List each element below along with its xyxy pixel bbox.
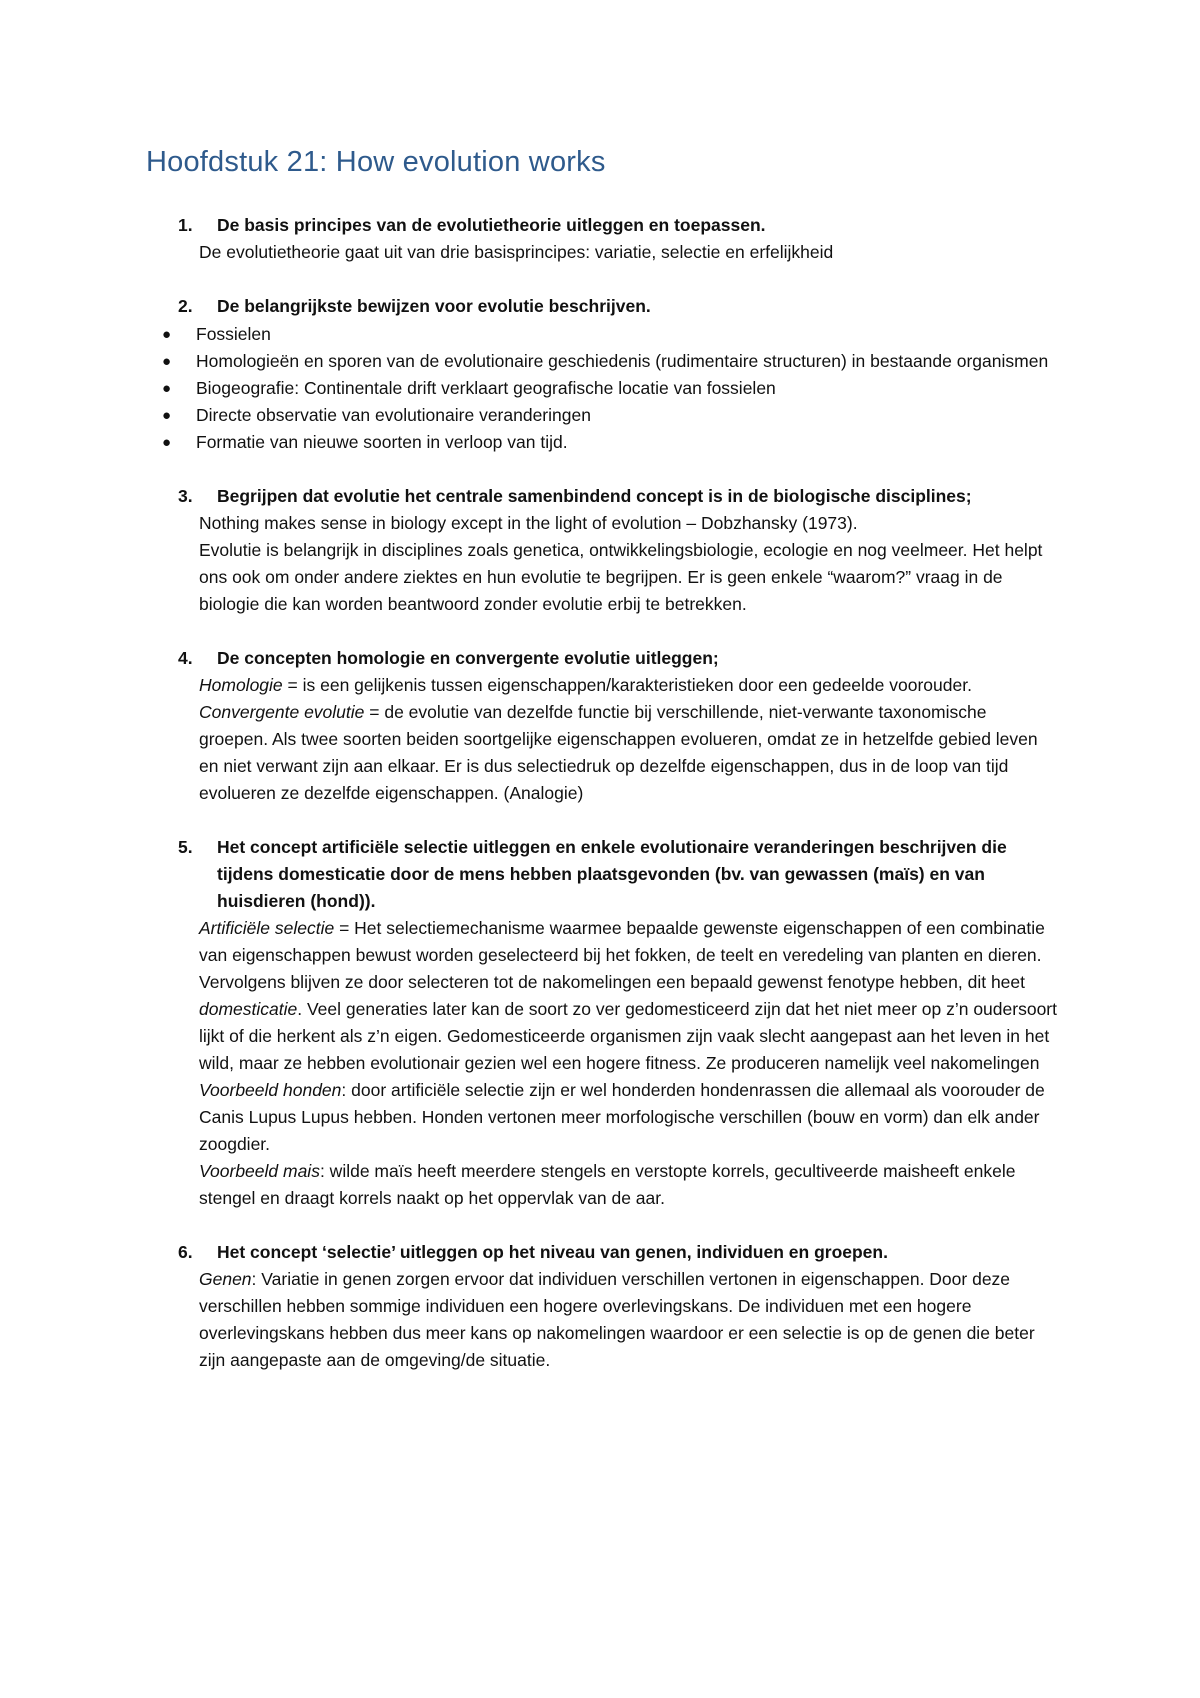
evidence-list — [157, 321, 1058, 456]
definition-homologie: Homologie = is een gelijkenis tussen eigenschappen/karakteristieken door een gedeelde voorouder. — [199, 675, 972, 695]
page-title: Hoofdstuk 21: How evolution works — [146, 146, 606, 178]
term-inline: domesticatie — [199, 999, 298, 1019]
term: Artificiële selectie — [199, 918, 335, 938]
list-item: ● Biogeografie: Continentale drift verklaart geografische locatie van fossielen — [157, 375, 1058, 402]
bullet-icon: ● — [162, 407, 172, 424]
list-item: ● Formatie van nieuwe soorten in verloop van tijd. — [157, 429, 1058, 456]
bullet-icon: ● — [162, 380, 172, 397]
list-item: ● Fossielen — [157, 321, 1058, 348]
section-heading-text: Begrijpen dat evolutie het centrale samenbindend concept is in de biologische disciplines; — [217, 486, 972, 506]
section-heading-text: Het concept artificiële selectie uitleggen en enkele evolutionaire veranderingen beschrijven die tijdens domesticatie door de mens hebben plaatsgevonden (bv. van gewassen (maïs) en van huisdieren (hond)). — [217, 837, 1007, 911]
term: Homologie — [199, 675, 283, 695]
definition-artificiele-selectie: Artificiële selectie = Het selectiemechanisme waarmee bepaalde gewenste eigenschappen of een combinatie van eigenschappen bewust worden geselecteerd bij het fokken, de teelt en veredeling van planten en dieren. Vervolgens blijven ze door selecteren tot de nakomelingen een bepaald gewenst fenotype hebben, dit heet domesticatie. Veel generaties later kan de soort zo ver gedomesticeerd zijn dat het niet meer op z’n oudersoort lijkt of die herkent als z’n eigen. Gedomesticeerde organismen zijn vaak slecht aangepast aan het leven in het wild, maar ze hebben evolutionair gezien wel een hogere fitness. Ze produceren namelijk veel nakomelingen — [199, 918, 1057, 1073]
section-body — [178, 672, 1058, 807]
example-mais: Voorbeeld mais: wilde maïs heeft meerdere stengels en verstopte korrels, gecultiveerde maisheeft enkele stengel en draagt korrels naakt op het oppervlak van de aar. — [199, 1161, 1016, 1208]
section-heading — [178, 212, 1058, 239]
bullet-icon: ● — [162, 353, 172, 370]
document-content — [162, 212, 1058, 1401]
section-heading-text: De belangrijkste bewijzen voor evolutie beschrijven. — [217, 296, 651, 316]
section-heading — [178, 483, 1058, 510]
section-heading — [178, 645, 1058, 672]
section-6 — [178, 1239, 1058, 1374]
section-heading-text: De basis principes van de evolutietheorie uitleggen en toepassen. — [217, 215, 766, 235]
section-heading — [178, 293, 1058, 320]
example-honden: Voorbeeld honden: door artificiële selectie zijn er wel honderden hondenrassen die allemaal als voorouder de Canis Lupus Lupus hebben. Honden vertonen meer morfologische verschillen (bouw en vorm) dan elk ander zoogdier. — [199, 1080, 1045, 1154]
bullet-icon: ● — [162, 434, 172, 451]
section-body — [178, 510, 1058, 618]
quote: Nothing makes sense in biology except in the light of evolution – Dobzhansky (1973). — [199, 513, 858, 533]
paragraph: De evolutietheorie gaat uit van drie basisprincipes: variatie, selectie en erfelijkheid — [199, 242, 834, 262]
section-number: 6. — [178, 1242, 193, 1262]
definition-convergente-evolutie: Convergente evolutie = de evolutie van dezelfde functie bij verschillende, niet-verwante taxonomische groepen. Als twee soorten beiden soortgelijke eigenschappen evolueren, omdat ze in hetzelfde gebied leven en niet verwant zijn aan elkaar. Er is dus selectiedruk op dezelfde eigenschappen, dus in de loop van tijd evolueren ze dezelfde eigenschappen. (Analogie) — [199, 702, 1038, 803]
list-item: ● Homologieën en sporen van de evolutionaire geschiedenis (rudimentaire structuren) in bestaande organismen — [157, 348, 1058, 375]
section-heading — [178, 1239, 1058, 1266]
section-2 — [162, 293, 1058, 456]
section-number: 3. — [178, 486, 193, 506]
section-body — [178, 915, 1058, 1212]
list-item: ● Directe observatie van evolutionaire veranderingen — [157, 402, 1058, 429]
term: Convergente evolutie — [199, 702, 365, 722]
section-number: 5. — [178, 837, 193, 857]
section-heading — [178, 834, 1058, 915]
section-1 — [178, 212, 1058, 266]
bullet-icon: ● — [162, 326, 172, 343]
paragraph: Evolutie is belangrijk in disciplines zoals genetica, ontwikkelingsbiologie, ecologie en nog veelmeer. Het helpt ons ook om onder andere ziektes en hun evolutie te begrijpen. Er is geen enkele “waarom?” vraag in de biologie die kan worden beantwoord zonder evolutie erbij te betrekken. — [199, 540, 1043, 614]
section-heading-text: Het concept ‘selectie’ uitleggen op het niveau van genen, individuen en groepen. — [217, 1242, 888, 1262]
section-number: 1. — [178, 215, 193, 235]
section-body — [178, 1266, 1058, 1374]
section-4 — [178, 645, 1058, 807]
section-heading-text: De concepten homologie en convergente evolutie uitleggen; — [217, 648, 719, 668]
term: Voorbeeld honden — [199, 1080, 342, 1100]
term: Voorbeeld mais — [199, 1161, 320, 1181]
section-body — [178, 239, 1058, 266]
section-5 — [178, 834, 1058, 1212]
section-3 — [178, 483, 1058, 618]
section-number: 2. — [178, 296, 193, 316]
term: Genen — [199, 1269, 252, 1289]
section-number: 4. — [178, 648, 193, 668]
definition-genen: Genen: Variatie in genen zorgen ervoor dat individuen verschillen vertonen in eigenschappen. Door deze verschillen hebben sommige individuen een hogere overlevingskans. De individuen met een hogere overlevingskans hebben dus meer kans op nakomelingen waardoor er een selectie is op de genen die beter zijn aangepaste aan de omgeving/de situatie. — [199, 1269, 1035, 1370]
